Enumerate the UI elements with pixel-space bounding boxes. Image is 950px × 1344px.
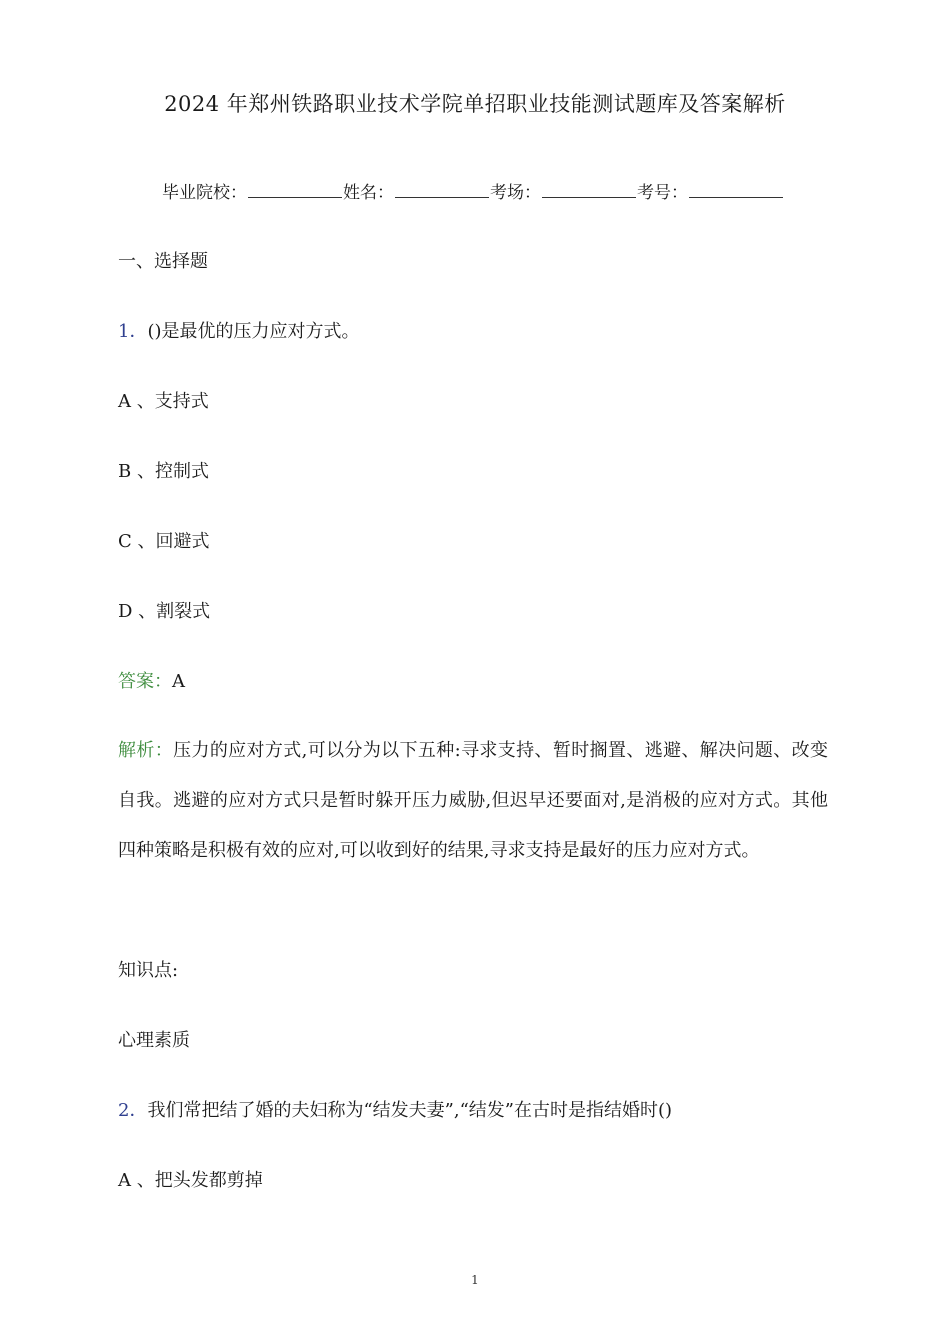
question-2-number: 2． <box>118 1100 148 1121</box>
answer-value: A <box>172 671 185 692</box>
question-1-text: ()是最优的压力应对方式。 <box>147 321 360 342</box>
question-2-text: 我们常把结了婚的夫妇称为“结发夫妻”,“结发”在古时是指结婚时() <box>147 1100 673 1121</box>
question-1-number: 1． <box>118 321 148 342</box>
page-title: 2024 年郑州铁路职业技术学院单招职业技能测试题库及答案解析 <box>164 92 786 116</box>
question-1-option-c: C 、回避式 <box>118 531 210 552</box>
question-1-analysis <box>118 726 828 876</box>
room-label: 考场： <box>490 183 541 203</box>
question-1-answer <box>118 667 185 693</box>
knowledge-value: 心理素质 <box>118 1030 190 1051</box>
question-2-option-a: A 、把头发都剪掉 <box>118 1170 263 1191</box>
exam-info-row <box>162 178 784 203</box>
room-blank <box>542 179 636 198</box>
analysis-text: 压力的应对方式,可以分为以下五种:寻求支持、暂时搁置、逃避、解决问题、改变自我。逃避的应对方式只是暂时躲开压力威胁,但迟早还要面对,是消极的应对方式。其他四种策略是积极有效的应对,可以收到好的结果,寻求支持是最好的压力应对方式。 <box>118 740 828 861</box>
school-label: 毕业院校： <box>162 183 247 203</box>
question-1-option-b: B 、控制式 <box>118 461 209 482</box>
answer-label: 答案： <box>118 671 172 692</box>
question-1-option-a: A 、支持式 <box>118 391 209 412</box>
section-heading: 一、选择题 <box>118 251 208 272</box>
school-blank <box>248 179 342 198</box>
question-1 <box>118 317 360 343</box>
id-blank <box>689 179 783 198</box>
knowledge-label: 知识点: <box>118 960 179 981</box>
name-label: 姓名： <box>343 183 394 203</box>
page-number: 1 <box>471 1273 479 1287</box>
question-1-option-d: D 、割裂式 <box>118 601 211 622</box>
question-2 <box>118 1096 672 1122</box>
name-blank <box>395 179 489 198</box>
analysis-label: 解析： <box>118 740 174 761</box>
id-label: 考号： <box>637 183 688 203</box>
